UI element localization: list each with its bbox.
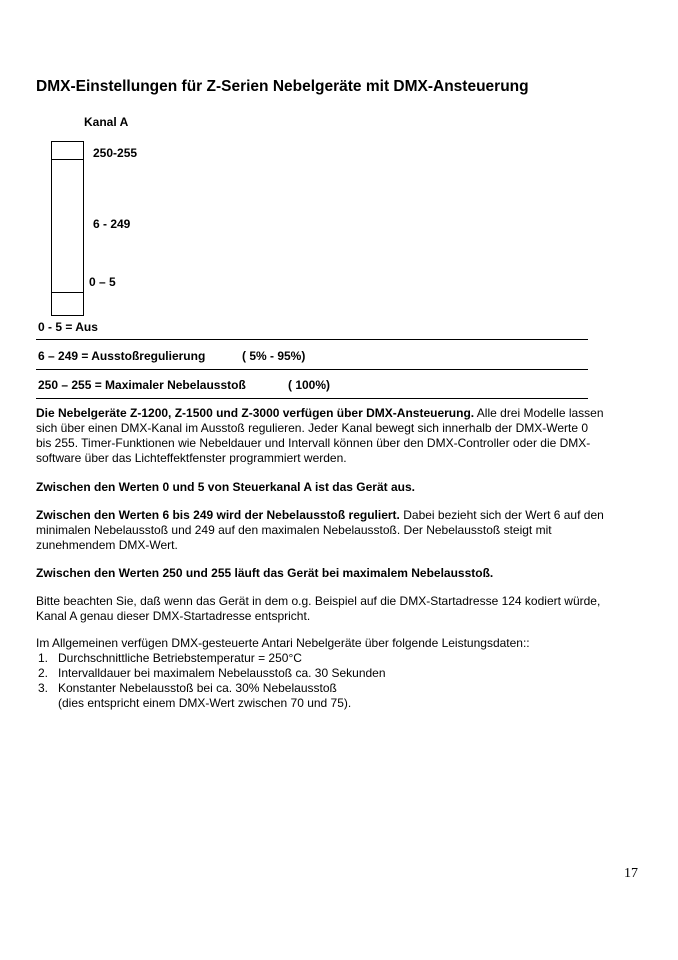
list-item: Konstanter Nebelausstoß bei ca. 30% Nebelausstoß [58, 681, 337, 695]
list-item-number: 1. [38, 651, 49, 665]
list-item-number: 3. [38, 681, 49, 695]
paragraph-line: Kanal A genau dieser DMX-Startadresse entspricht. [36, 609, 311, 623]
range-label-top: 250-255 [93, 146, 138, 160]
paragraph-line: software über das Lichteffektfenster programmiert werden. [36, 451, 347, 465]
table-rule [36, 369, 588, 370]
table-row-aus: 0 - 5 = Aus [38, 320, 98, 334]
table-row-regulierung: 6 – 249 = Ausstoßregulierung [38, 349, 206, 363]
range-divider-bottom [51, 292, 84, 293]
paragraph-line: Dabei bezieht sich der Wert 6 auf den [399, 508, 604, 522]
paragraph-bold-lead: Zwischen den Werten 6 bis 249 wird der Nebelausstoß reguliert. [36, 508, 400, 522]
paragraph-line: Alle drei Modelle lassen [474, 406, 604, 420]
table-rule [36, 398, 588, 399]
table-row-regulierung-percent: ( 5% - 95%) [242, 349, 306, 363]
paragraph-range-max: Zwischen den Werten 250 und 255 läuft das Gerät bei maximalem Nebelausstoß. [36, 566, 494, 580]
paragraph-line: bis 255. Timer-Funktionen wie Nebeldauer und Intervall können über den DMX-Controller oder die DMX- [36, 436, 591, 450]
table-rule [36, 339, 588, 340]
range-label-low: 0 – 5 [89, 275, 116, 289]
paragraph-line: minimalen Nebelausstoß und 249 auf den maximalen Nebelausstoß. Der Nebelausstoß steigt mit [36, 523, 552, 537]
page-title: DMX-Einstellungen für Z-Serien Nebelgeräte mit DMX-Ansteuerung [36, 78, 529, 95]
channel-range-bar [51, 141, 84, 316]
range-label-mid: 6 - 249 [93, 217, 131, 231]
paragraph-specs-intro: Im Allgemeinen verfügen DMX-gesteuerte Antari Nebelgeräte über folgende Leistungsdaten:: [36, 636, 530, 650]
paragraph-line: Bitte beachten Sie, daß wenn das Gerät in dem o.g. Beispiel auf die DMX-Startadresse 124 kodiert würde, [36, 594, 601, 608]
paragraph-bold-lead: Die Nebelgeräte Z-1200, Z-1500 und Z-3000 verfügen über DMX-Ansteuerung. [36, 406, 475, 420]
page-number: 17 [624, 866, 638, 881]
paragraph-start-address [36, 594, 600, 624]
table-row-maximal: 250 – 255 = Maximaler Nebelausstoß [38, 378, 246, 392]
list-item: Intervalldauer bei maximalem Nebelausstoß ca. 30 Sekunden [58, 666, 386, 680]
paragraph-range-regulated [36, 508, 604, 553]
paragraph-line: zunehmendem DMX-Wert. [36, 538, 178, 552]
range-divider-top [51, 159, 84, 160]
table-row-maximal-percent: ( 100%) [288, 378, 331, 392]
channel-label: Kanal A [84, 115, 129, 129]
paragraph-range-off: Zwischen den Werten 0 und 5 von Steuerkanal A ist das Gerät aus. [36, 480, 415, 494]
list-item-note: (dies entspricht einem DMX-Wert zwischen 70 und 75). [58, 696, 352, 710]
list-item: Durchschnittliche Betriebstemperatur = 250°C [58, 651, 302, 665]
paragraph-dmx-intro [36, 406, 604, 466]
list-item-number: 2. [38, 666, 49, 680]
paragraph-line: sich über einen DMX-Kanal im Ausstoß regulieren. Jeder Kanal bewegt sich innerhalb der DMX-Werte 0 [36, 421, 589, 435]
